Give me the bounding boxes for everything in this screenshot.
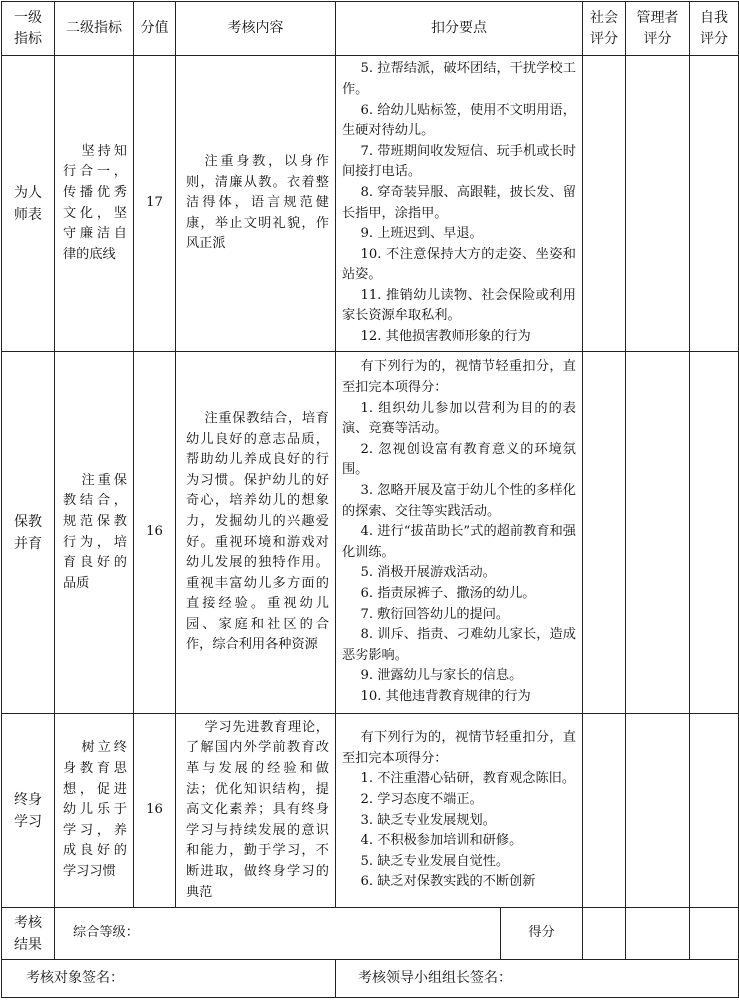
deduction-item: 9. 泄露幼儿与家长的信息。	[360, 668, 523, 684]
header-deduction: 扣分要点	[336, 2, 583, 56]
deduction-item: 9. 上班迟到、早退。	[360, 226, 483, 242]
subcategory-cell: 坚持知行合一，传播优秀文化，坚守廉洁自律的底线	[55, 56, 134, 352]
leader-signature[interactable]: 考核领导小组组长签名：	[336, 960, 739, 998]
deduction-item: 11. 推销幼儿读物、社会保险或利用家长资源牟取私利。	[342, 287, 576, 324]
header-manager: 管理者 评分	[626, 2, 690, 56]
header-content: 考核内容	[176, 2, 336, 56]
social-score-input[interactable]	[583, 56, 626, 352]
header-score: 分值	[134, 2, 176, 56]
table-row	[2, 56, 739, 352]
result-row	[2, 908, 739, 960]
deduction-item: 1. 不注重潜心钻研，教育观念陈旧。	[360, 771, 576, 787]
deduction-item: 4. 不积极参加培训和研修。	[360, 833, 523, 849]
content-cell: 学习先进教育理论，了解国内外学前教育改革与发展的经验和做法；优化知识结构，提高文化素养；具有终身学习与持续发展的意识和能力，勤于学习，不断进取，做终身学习的典范	[176, 714, 336, 908]
deduction-cell	[336, 56, 583, 352]
manager-score-input[interactable]	[626, 714, 690, 908]
self-score-input[interactable]	[690, 908, 739, 960]
deduction-item: 8. 训斥、指责、刁难幼儿家长，造成恶劣影响。	[342, 627, 576, 663]
deduction-item: 7. 带班期间收发短信、玩手机或长时间接打电话。	[342, 143, 576, 180]
deduction-item: 4. 进行“拔苗助长”式的超前教育和强化训练。	[342, 524, 576, 560]
score-cell: 16	[134, 714, 176, 908]
social-score-input[interactable]	[583, 714, 626, 908]
self-score-input[interactable]	[690, 714, 739, 908]
table-row	[2, 352, 739, 714]
deduction-item: 8. 穿奇装异服、高跟鞋，披长发、留长指甲，涂指甲。	[342, 184, 576, 221]
deduction-item: 有下列行为的，视情节轻重扣分，直至扣完本项得分：	[342, 730, 576, 766]
deduction-item: 6. 给幼儿贴标签，使用不文明用语，生硬对待幼儿。	[342, 102, 576, 139]
score-label: 得分	[501, 908, 583, 960]
deduction-item: 10. 不注意保持大方的走姿、坐姿和站姿。	[342, 246, 576, 283]
deduction-item: 5. 消极开展游戏活动。	[360, 565, 496, 581]
deduction-item: 5. 拉帮结派，破坏团结，干扰学校工作。	[342, 61, 576, 97]
manager-score-input[interactable]	[626, 352, 690, 714]
self-score-input[interactable]	[690, 352, 739, 714]
deduction-item: 6. 指责尿裤子、撒汤的幼儿。	[360, 585, 536, 601]
table-row	[2, 714, 739, 908]
self-score-input[interactable]	[690, 56, 739, 352]
content-cell: 注重保教结合，培育幼儿良好的意志品质，帮助幼儿养成良好的行为习惯。保护幼儿的好奇心，培养幼儿的想象力，发掘幼儿的兴趣爱好。重视环境和游戏对幼儿发展的独特作用。重视丰富幼儿多方面的直接经验。重视幼儿园、家庭和社区的合作，综合利用各种资源	[176, 352, 336, 714]
deduction-item: 6. 缺乏对保教实践的不断创新	[360, 874, 536, 890]
deduction-item: 12. 其他损害教师形象的行为	[360, 329, 531, 345]
deduction-cell	[336, 352, 583, 714]
social-score-input[interactable]	[583, 352, 626, 714]
deduction-item: 3. 忽略开展及富于幼儿个性的多样化的探索、交往等实践活动。	[342, 483, 576, 519]
deduction-item: 5. 缺乏专业发展自觉性。	[360, 853, 510, 869]
category-cell: 保教 并育	[2, 352, 55, 714]
subject-signature[interactable]: 考核对象签名：	[2, 960, 336, 998]
category-cell: 终身 学习	[2, 714, 55, 908]
deduction-item: 7. 敷衍回答幼儿的提问。	[360, 606, 510, 622]
social-score-input[interactable]	[583, 908, 626, 960]
header-self: 自我 评分	[690, 2, 739, 56]
deduction-item: 2. 学习态度不端正。	[360, 791, 483, 807]
grade-label: 综合等级：	[55, 908, 501, 960]
deduction-item: 1. 组织幼儿参加以营利为目的的表演、竞赛等活动。	[342, 400, 576, 437]
signature-row	[2, 960, 739, 998]
header-level1: 一级 指标	[2, 2, 55, 56]
deduction-item: 3. 缺乏专业发展规划。	[360, 812, 496, 828]
subcategory-cell: 树立终身教育思想，促进幼儿乐于学习，养成良好的学习习惯	[55, 714, 134, 908]
deduction-item: 10. 其他违背教育规律的行为	[360, 688, 531, 704]
header-level2: 二级指标	[55, 2, 134, 56]
deduction-cell	[336, 714, 583, 908]
manager-score-input[interactable]	[626, 908, 690, 960]
deduction-item: 2. 忽视创设富有教育意义的环境氛围。	[342, 441, 576, 478]
score-cell: 16	[134, 352, 176, 714]
evaluation-table	[1, 1, 739, 998]
deduction-item: 有下列行为的，视情节轻重扣分，直至扣完本项得分：	[342, 359, 576, 396]
category-cell: 为人 师表	[2, 56, 55, 352]
result-label: 考核 结果	[2, 908, 55, 960]
subcategory-cell: 注重保教结合，规范保教行为，培育良好的品质	[55, 352, 134, 714]
manager-score-input[interactable]	[626, 56, 690, 352]
score-cell: 17	[134, 56, 176, 352]
content-cell: 注重身教，以身作则，清廉从教。衣着整洁得体，语言规范健康，举止文明礼貌，作风正派	[176, 56, 336, 352]
header-row	[2, 2, 739, 56]
header-social: 社会 评分	[583, 2, 626, 56]
